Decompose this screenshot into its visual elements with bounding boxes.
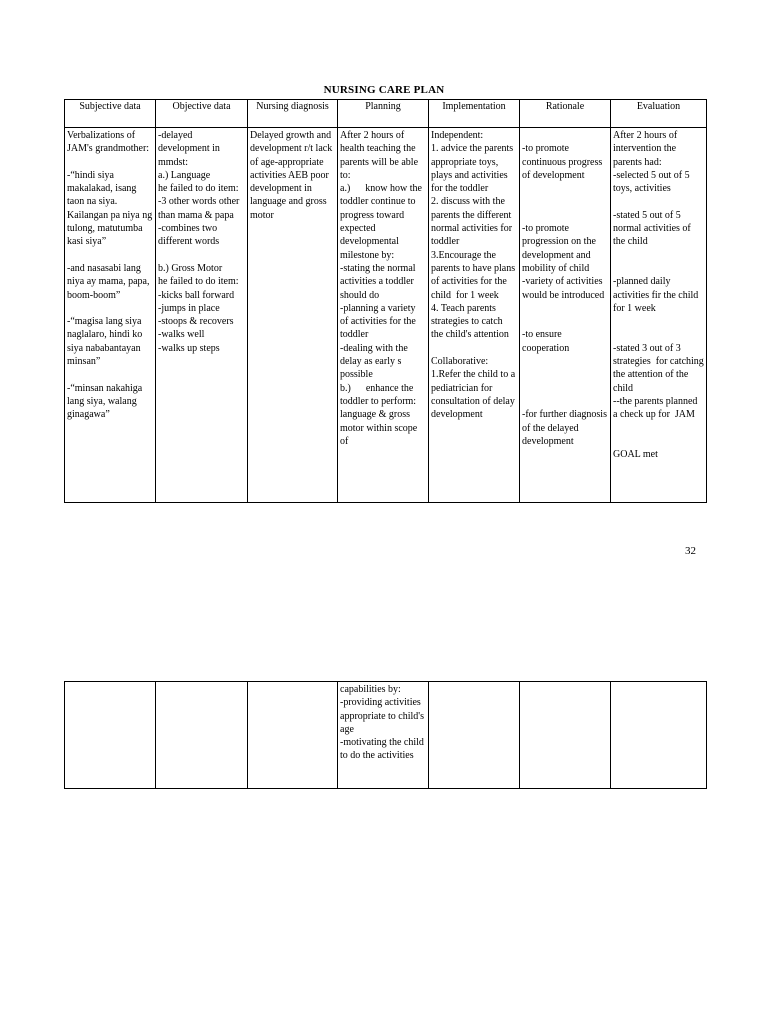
page-number: 32 bbox=[685, 545, 696, 557]
cell-objective-cont bbox=[156, 682, 248, 789]
header-implementation: Implementation bbox=[429, 100, 520, 128]
header-diagnosis: Nursing diagnosis bbox=[248, 100, 338, 128]
cell-objective: -delayed development in mmdst: a.) Language he failed to do item: -3 other words other than mama & papa -combines two different words b.) Gross Motor he failed to do item: -kicks ball forward -jumps in place -stoops & recovers -walks well -walks up steps bbox=[156, 128, 248, 503]
table-row bbox=[65, 682, 707, 789]
table-row bbox=[65, 128, 707, 503]
header-rationale: Rationale bbox=[520, 100, 611, 128]
cell-implementation: Independent: 1. advice the parents appropriate toys, plays and activities for the toddler 2. discuss with the parents the different normal activities for toddler 3.Encourage the parents to have plans of activities for the child for 1 week 4. Teach parents strategies to catch the child's attention Collaborative: 1.Refer the child to a pediatrician for consultation of delay development bbox=[429, 128, 520, 503]
cell-planning-cont: capabilities by: -providing activities appropriate to child's age -motivating the child to do the activities bbox=[338, 682, 429, 789]
cell-subjective-cont bbox=[65, 682, 156, 789]
cell-rationale-cont bbox=[520, 682, 611, 789]
cell-implementation-cont bbox=[429, 682, 520, 789]
header-row bbox=[65, 100, 707, 128]
page-title: NURSING CARE PLAN bbox=[323, 84, 445, 96]
cell-rationale: -to promote continuous progress of development -to promote progression on the development and mobility of child -variety of activities would be introduced -to ensure cooperation -for further diagnosis of the delayed development bbox=[520, 128, 611, 503]
header-objective: Objective data bbox=[156, 100, 248, 128]
header-subjective: Subjective data bbox=[65, 100, 156, 128]
care-plan-continuation-table bbox=[64, 681, 707, 789]
cell-evaluation-cont bbox=[611, 682, 707, 789]
cell-subjective: Verbalizations of JAM's grandmother: -“hindi siya makalakad, isang taon na siya. Kailangan pa niya ng tulong, matutumba kasi siya” -and nasasabi lang niya ay mama, papa, boom-boom” -“magisa lang siya naglalaro, hindi ko siya nababantayan minsan” -“minsan nakahiga lang siya, walang ginagawa” bbox=[65, 128, 156, 503]
header-evaluation: Evaluation bbox=[611, 100, 707, 128]
cell-diagnosis-cont bbox=[248, 682, 338, 789]
cell-planning: After 2 hours of health teaching the parents will be able to: a.) know how the toddler continue to progress toward expected developmental milestone by: -stating the normal activities a toddler should do -planning a variety of activities for the toddler -dealing with the delay as early s possible b.) enhance the toddler to perform: language & gross motor within scope of bbox=[338, 128, 429, 503]
header-planning: Planning bbox=[338, 100, 429, 128]
cell-diagnosis: Delayed growth and development r/t lack of age-appropriate activities AEB poor development in language and gross motor bbox=[248, 128, 338, 503]
cell-evaluation: After 2 hours of intervention the parents had: -selected 5 out of 5 toys, activities -stated 5 out of 5 normal activities of the child -planned daily activities fir the child for 1 week -stated 3 out of 3 strategies for catching the attention of the child --the parents planned a check up for JAM GOAL met bbox=[611, 128, 707, 503]
care-plan-table bbox=[64, 99, 707, 503]
